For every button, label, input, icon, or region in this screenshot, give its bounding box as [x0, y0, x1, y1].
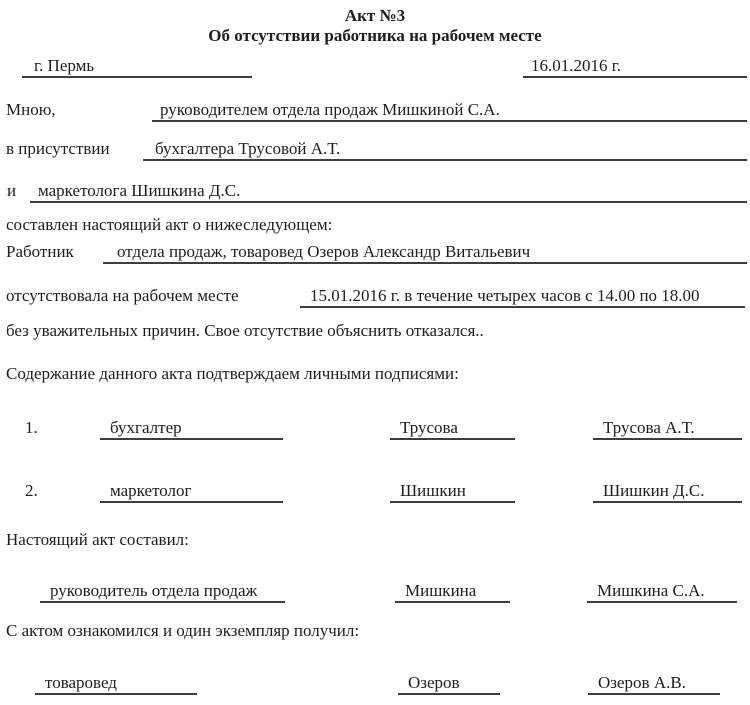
witness-number: 2.	[25, 481, 38, 500]
composer-label: Настоящий акт составил:	[6, 530, 189, 549]
presence-label: в присутствии	[6, 139, 110, 158]
by-field: руководителем отдела продаж Мишкиной С.А.	[152, 100, 747, 122]
presence-field: бухгалтера Трусовой А.Т.	[143, 139, 747, 161]
composer-position-field: руководитель отдела продаж	[40, 581, 285, 603]
acknowledged-signature-field: Озеров	[398, 673, 500, 695]
witness-name-field: Шишкин Д.С.	[593, 481, 742, 503]
and-field: маркетолога Шишкина Д.С.	[30, 181, 747, 203]
by-label: Мною,	[6, 100, 56, 119]
city-field: г. Пермь	[22, 56, 252, 78]
document-title: Акт №3	[344, 6, 406, 25]
acknowledged-label: С актом ознакомился и один экземпляр получил:	[6, 621, 360, 640]
composer-name-field: Мишкина С.А.	[587, 581, 737, 603]
witness-number: 1.	[25, 418, 38, 437]
acknowledged-position-field: товаровед	[35, 673, 197, 695]
reason-text: без уважительных причин. Свое отсутствие объяснить отказался..	[6, 321, 484, 340]
date-field: 16.01.2016 г.	[523, 56, 747, 78]
acknowledged-name-field: Озеров А.В.	[588, 673, 720, 695]
and-label: и	[7, 181, 17, 200]
confirm-text: Содержание данного акта подтверждаем личными подписями:	[6, 364, 459, 383]
witness-position-field: маркетолог	[100, 481, 283, 503]
employee-field: отдела продаж, товаровед Озеров Александр Витальевич	[103, 242, 747, 264]
document-subtitle: Об отсутствии работника на рабочем месте	[208, 26, 542, 45]
witness-position-field: бухгалтер	[100, 418, 283, 440]
absence-label: отсутствовала на рабочем месте	[6, 286, 239, 305]
employee-label: Работник	[6, 242, 74, 261]
absence-field: 15.01.2016 г. в течение четырех часов с 14.00 по 18.00	[300, 286, 745, 308]
witness-signature-field: Шишкин	[390, 481, 515, 503]
composer-signature-field: Мишкина	[395, 581, 510, 603]
composed-text: составлен настоящий акт о нижеследующем:	[6, 215, 333, 234]
witness-name-field: Трусова А.Т.	[593, 418, 742, 440]
witness-signature-field: Трусова	[390, 418, 515, 440]
